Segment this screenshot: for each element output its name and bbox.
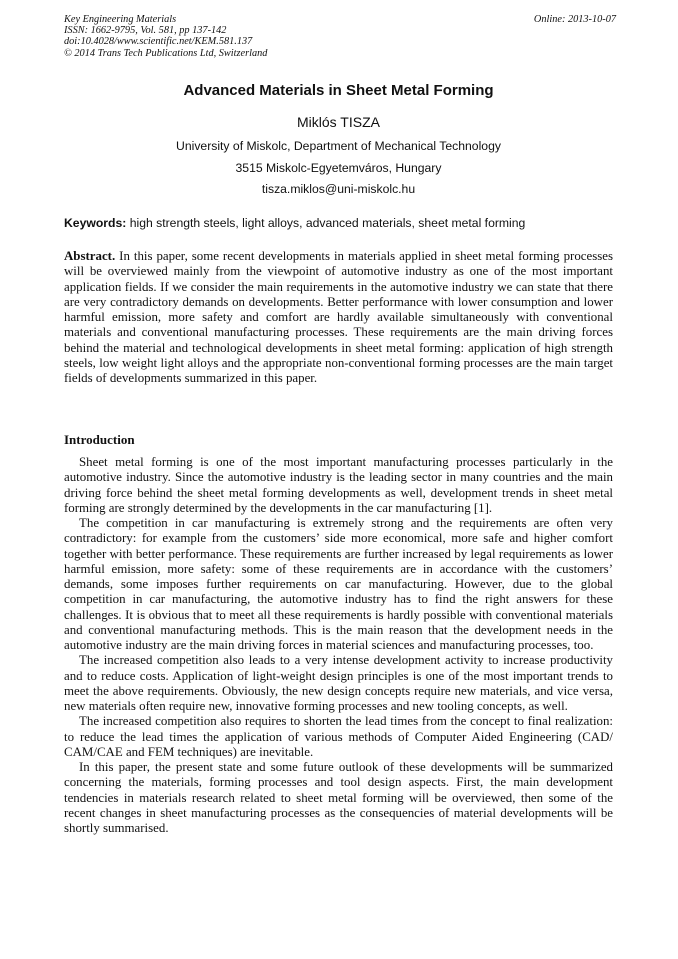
abstract	[64, 249, 613, 386]
affiliation-department: University of Miskolc, Department of Mechanical Technology	[176, 139, 501, 153]
intro-paragraph: Sheet metal forming is one of the most important manufacturing processes particularly in the automotive industry. Since the automotive industry is the leading sector in many countries and the main driving force behind the sheet metal forming developments as well, development trends in sheet metal forming are strongly determined by the developments in the car manufacturing [1].	[64, 455, 613, 515]
keywords-label: Keywords:	[64, 216, 127, 230]
journal-doi: doi:10.4028/www.scientific.net/KEM.581.137	[64, 36, 253, 48]
author-email: tisza.miklos@uni-miskolc.hu	[261, 182, 416, 196]
online-date: Online: 2013-10-07	[533, 14, 616, 25]
intro-paragraph: The increased competition also requires to shorten the lead times from the concept to final realization: to reduce the lead times the application of various methods of Computer Aided Engineering (CAD/ CAM/CAE and FEM techniques) are inevitable.	[64, 714, 613, 759]
introduction-body	[64, 455, 613, 836]
affiliation-address: 3515 Miskolc-Egyetemváros, Hungary	[235, 161, 442, 175]
intro-paragraph: In this paper, the present state and some future outlook of these developments will be summarized concerning the materials, forming processes and tool design aspects. First, the main development tendencies in materials research related to sheet metal forming will be overviewed, then some of the recent changes in sheet manufacturing processes as the consequencies of material developments will be shortly summarised.	[64, 760, 613, 835]
journal-issn: ISSN: 1662-9795, Vol. 581, pp 137-142	[64, 25, 227, 37]
journal-name: Key Engineering Materials	[64, 14, 177, 25]
introduction-heading: Introduction	[64, 432, 135, 447]
abstract-label: Abstract.	[64, 249, 116, 263]
keywords-text: high strength steels, light alloys, advanced materials, sheet metal forming	[129, 216, 526, 230]
paper-title: Advanced Materials in Sheet Metal Forming	[183, 82, 494, 99]
keywords	[64, 216, 624, 230]
journal-header	[64, 14, 616, 59]
journal-copyright: © 2014 Trans Tech Publications Ltd, Switzerland	[64, 47, 268, 59]
abstract-text: In this paper, some recent developments in materials applied in sheet metal forming processes will be overviewed mainly from the viewpoint of automotive industry as one of the most important application fields. If we consider the main requirements in the automotive industry we can state that there are very contradictory demands on developments. Better performance with lower consumption and lower harmful emission, more safety and comfort are hardly available simultaneously with conventional materials and conventional manufacturing processes. These requirements are the main driving forces behind the material and technological developments in sheet metal forming: application of high strength steels, low weight light alloys and the appropriate non-conventional forming processes are the main target fields of developments summarized in this paper.	[64, 249, 613, 385]
intro-paragraph: The competition in car manufacturing is extremely strong and the requirements are often very contradictory: for example from the customers’ side more economical, more safe and higher comfort together with better performance. These requirements are further increased by legal requirements as lower harmful emission, more safety: some of these requirements are in accordance with the customers’ demands, some imposes further requirements on car manufacturing. However, due to the global competition in car manufacturing, the automotive industry has to find the right answers for these challenges. It is obvious that to meet all these requirements is hardly possible with conventional materials and conventional manufacturing methods. This is the main reason that the development needs in the automotive industry are the main driving forces in material sciences and manufacturing processes, too.	[64, 516, 613, 652]
intro-paragraph: The increased competition also leads to a very intense development activity to increase productivity and to reduce costs. Application of light-weight design principles is one of the most important trends to meet the above requirements. Obviously, the new design concepts require new materials, and vice versa, new materials often require new, innovative forming processes and new tooling concepts, as well.	[64, 653, 613, 713]
author-name: Miklós TISZA	[297, 114, 380, 130]
